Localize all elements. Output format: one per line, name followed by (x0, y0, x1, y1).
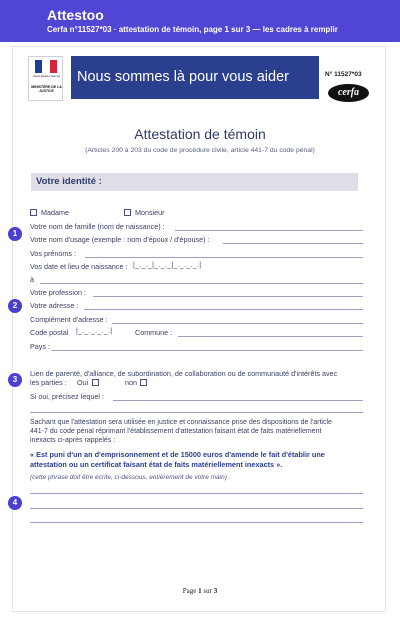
app-header (0, 0, 400, 42)
birth-place-field[interactable] (40, 283, 363, 284)
footer-sep: sur (203, 587, 212, 595)
non-label: non (125, 378, 137, 387)
french-flag-icon (35, 60, 57, 73)
precisez-field-2[interactable] (30, 412, 363, 413)
app-subtitle: Cerfa n°11527*03 · attestation de témoin, page 1 sur 3 — les cadres à remplir (47, 25, 338, 34)
adresse-label: Votre adresse : (30, 301, 79, 310)
notice-line-3: inexacts ci-après rappelés : (30, 437, 116, 444)
notice-line-2: 441-7 du code pénal réprimant l'établissement d'attestation faisant état de faits matériellement (30, 428, 322, 435)
step-3-badge: 3 (8, 373, 22, 387)
nom-famille-label: Votre nom de famille (nom de naissance) : (30, 222, 165, 231)
relationship-question-line2: les parties : (30, 378, 67, 387)
step-4-badge: 4 (8, 496, 22, 510)
nom-usage-label: Votre nom d'usage (exemple : nom d'époux / d'épouse) : (30, 235, 210, 244)
madame-checkbox[interactable] (30, 209, 37, 216)
precisez-field[interactable] (113, 400, 363, 401)
profession-label: Votre profession : (30, 288, 86, 297)
monsieur-label: Monsieur (135, 208, 165, 217)
pays-field[interactable] (52, 350, 363, 351)
handwriting-line-1[interactable] (30, 493, 363, 494)
document-subtitle: (Articles 200 à 203 du code de procédure civile, article 441-7 du code pénal) (85, 147, 315, 154)
section-identity-header: Votre identité : (31, 173, 358, 191)
code-postal-field[interactable]: |_._._._._.| (76, 328, 113, 335)
profession-field[interactable] (93, 296, 363, 297)
step-1-badge: 1 (8, 227, 22, 241)
oui-checkbox[interactable] (92, 379, 99, 386)
birth-date-field[interactable]: |_._._|_._._|_._._._.| (133, 262, 202, 269)
date-lieu-label: Vos date et lieu de naissance : (30, 262, 128, 271)
monsieur-checkbox[interactable] (124, 209, 131, 216)
app-title: Attestoo (47, 7, 104, 23)
notice-line-1: Sachant que l'attestation sera utilisée en justice et connaissance prise des dispositions de l'article (30, 419, 332, 426)
page-footer (13, 587, 387, 595)
cerfa-logo: cerfa (328, 84, 369, 102)
prenoms-label: Vos prénoms : (30, 249, 76, 258)
document-title: Attestation de témoin (134, 126, 266, 142)
nom-famille-field[interactable] (175, 230, 363, 231)
complement-label: Complément d'adresse : (30, 315, 108, 324)
code-postal-label: Code postal (30, 328, 69, 337)
handwriting-line-3[interactable] (30, 522, 363, 523)
ministry-logo (28, 56, 63, 101)
adresse-field[interactable] (84, 309, 363, 310)
handwriting-line-2[interactable] (30, 508, 363, 509)
non-checkbox[interactable] (140, 379, 147, 386)
precisez-label: Si oui, précisez lequel : (30, 392, 104, 401)
footer-prefix: Page (182, 587, 197, 595)
penalty-quote-line-2: attestation ou un certificat faisant état de faits matériellement inexacts ». (30, 460, 283, 469)
logo-ministry: MINISTÈRE DE LA JUSTICE (31, 85, 62, 93)
footer-page: 1 (198, 587, 202, 595)
commune-label: Commune : (135, 328, 173, 337)
logo-motto: Liberté Égalité Fraternité (32, 75, 61, 78)
birth-place-label: à (30, 275, 34, 284)
form-number: N° 11527*03 (325, 71, 362, 78)
nom-usage-field[interactable] (223, 243, 363, 244)
handwriting-instruction: (cette phrase doit être écrite, ci-dessous, entièrement de votre main) : (30, 474, 231, 481)
help-banner: Nous sommes là pour vous aider (71, 56, 319, 99)
complement-field[interactable] (112, 323, 363, 324)
pays-label: Pays : (30, 342, 50, 351)
oui-label: Oui (77, 378, 89, 387)
footer-total: 3 (213, 587, 218, 595)
relationship-question-line1: Lien de parenté, d'alliance, de subordination, de collaboration ou de communauté d'intérêts avec (30, 369, 338, 378)
prenoms-field[interactable] (85, 257, 363, 258)
commune-field[interactable] (178, 336, 363, 337)
penalty-quote-line-1: « Est puni d'un an d'emprisonnement et de 15000 euros d'amende le fait d'établir une (30, 450, 325, 459)
step-2-badge: 2 (8, 299, 22, 313)
madame-label: Madame (41, 208, 69, 217)
form-page (12, 46, 386, 612)
